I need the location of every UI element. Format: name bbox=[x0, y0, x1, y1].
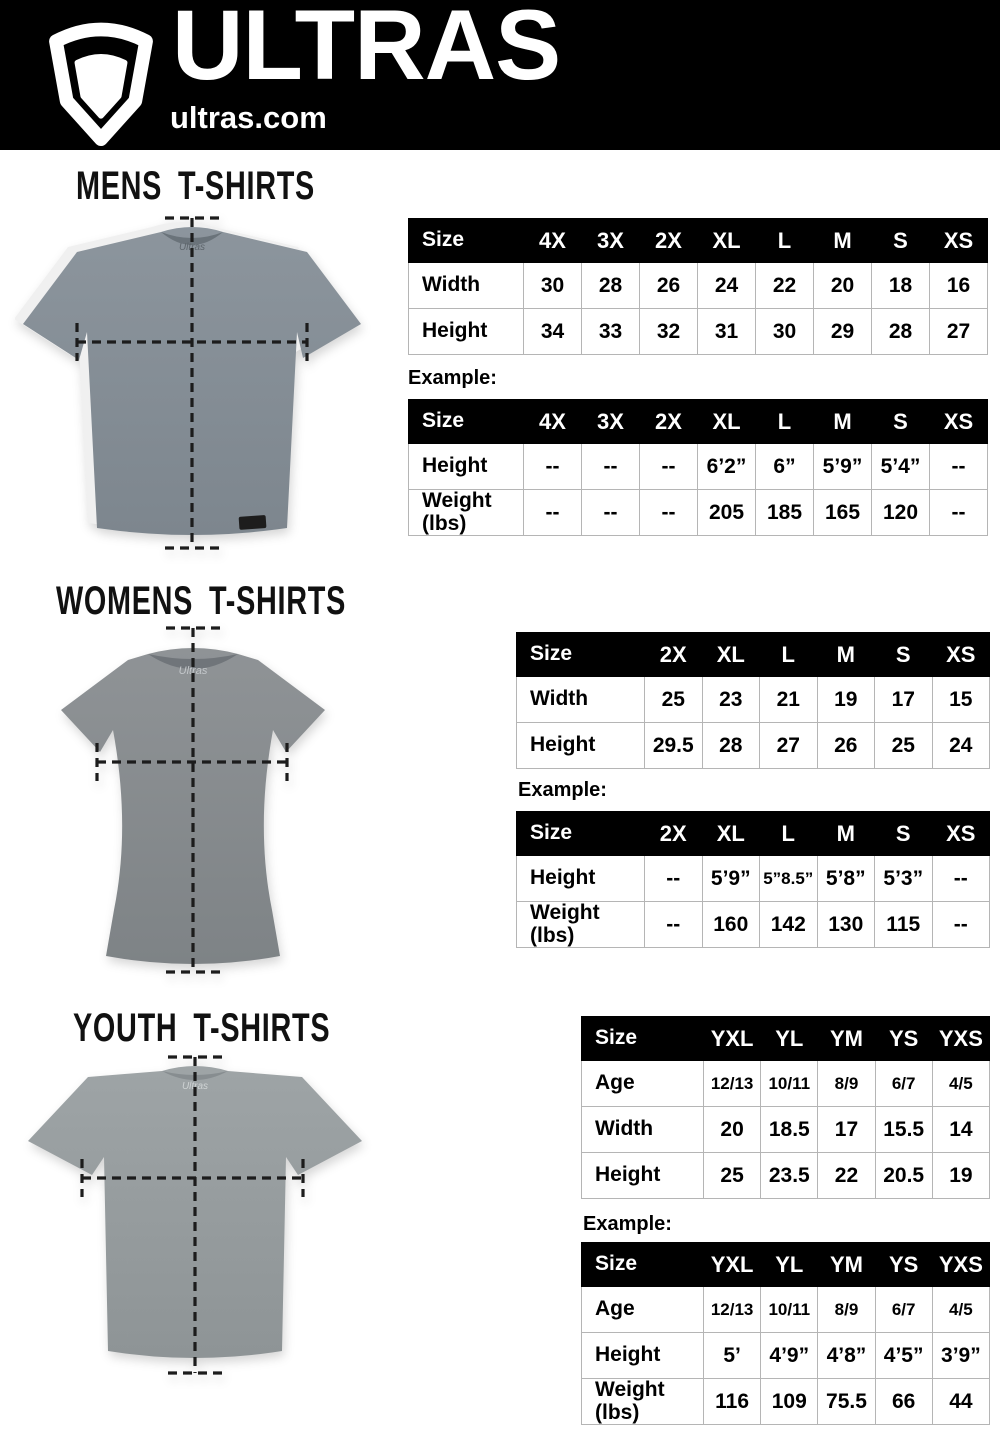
value-cell: 5”8.5” bbox=[760, 856, 818, 902]
value-cell: 205 bbox=[698, 490, 756, 536]
value-cell: 109 bbox=[761, 1379, 818, 1425]
value-cell: 4/5 bbox=[932, 1061, 989, 1107]
value-cell: 23 bbox=[702, 677, 760, 723]
value-cell: -- bbox=[645, 902, 703, 948]
row-label-cell: Height bbox=[517, 856, 645, 902]
value-cell: 4’8” bbox=[818, 1333, 875, 1379]
value-cell: 4’9” bbox=[761, 1333, 818, 1379]
table-row bbox=[582, 1379, 990, 1425]
table-header-row bbox=[517, 633, 990, 677]
value-cell: 30 bbox=[756, 309, 814, 355]
table-row bbox=[582, 1107, 990, 1153]
table-row bbox=[582, 1153, 990, 1199]
table-row bbox=[409, 309, 988, 355]
header-size-cell: M bbox=[814, 219, 872, 263]
header-label-cell: Size bbox=[582, 1017, 704, 1061]
row-label-cell: Weight (lbs) bbox=[582, 1379, 704, 1425]
brand-site-url: ultras.com bbox=[170, 100, 327, 135]
header-label-cell: Size bbox=[409, 400, 524, 444]
table-row bbox=[409, 263, 988, 309]
header-size-cell: 2X bbox=[645, 633, 703, 677]
value-cell: 4/5 bbox=[932, 1287, 989, 1333]
row-label-cell: Age bbox=[582, 1061, 704, 1107]
value-cell: -- bbox=[524, 490, 582, 536]
header-size-cell: M bbox=[817, 633, 875, 677]
value-cell: 34 bbox=[524, 309, 582, 355]
womens-example-chart-table bbox=[516, 811, 990, 948]
row-label-cell: Width bbox=[409, 263, 524, 309]
header-size-cell: YM bbox=[818, 1017, 875, 1061]
value-cell: 20 bbox=[814, 263, 872, 309]
header-size-cell: L bbox=[760, 812, 818, 856]
header-size-cell: YL bbox=[761, 1017, 818, 1061]
mens-section-title: MENS T-SHIRTS bbox=[76, 164, 315, 208]
value-cell: 6’2” bbox=[698, 444, 756, 490]
value-cell: 22 bbox=[756, 263, 814, 309]
header-size-cell: XS bbox=[930, 400, 988, 444]
header-size-cell: 3X bbox=[582, 400, 640, 444]
svg-text:Ultras: Ultras bbox=[178, 242, 206, 253]
header-size-cell: XS bbox=[932, 633, 990, 677]
header-size-cell: YS bbox=[875, 1243, 932, 1287]
value-cell: 25 bbox=[645, 677, 703, 723]
header-size-cell: XL bbox=[698, 219, 756, 263]
row-label-cell: Height bbox=[582, 1333, 704, 1379]
mens-example-chart-table bbox=[408, 399, 988, 536]
header-size-cell: YXL bbox=[704, 1243, 761, 1287]
brand-title: ULTRAS bbox=[172, 0, 561, 100]
header-size-cell: XS bbox=[932, 812, 990, 856]
youth-tshirt-illustration bbox=[10, 1053, 405, 1388]
value-cell: 4’5” bbox=[875, 1333, 932, 1379]
row-label-cell: Height bbox=[409, 309, 524, 355]
youth-example-label: Example: bbox=[583, 1213, 672, 1235]
value-cell: -- bbox=[932, 902, 990, 948]
value-cell: 28 bbox=[872, 309, 930, 355]
table-row bbox=[409, 444, 988, 490]
value-cell: 24 bbox=[932, 723, 990, 769]
row-label-cell: Height bbox=[409, 444, 524, 490]
youth-section-title: YOUTH T-SHIRTS bbox=[73, 1006, 331, 1050]
row-label-cell: Age bbox=[582, 1287, 704, 1333]
womens-section-title: WOMENS T-SHIRTS bbox=[56, 579, 347, 623]
value-cell: 33 bbox=[582, 309, 640, 355]
value-cell: 5’8” bbox=[817, 856, 875, 902]
table-header-row bbox=[409, 219, 988, 263]
header-size-cell: XL bbox=[702, 812, 760, 856]
header-label-cell: Size bbox=[517, 633, 645, 677]
header-label-cell: Size bbox=[517, 812, 645, 856]
header-label-cell: Size bbox=[409, 219, 524, 263]
table-row bbox=[582, 1061, 990, 1107]
header-size-cell: L bbox=[756, 400, 814, 444]
table-row bbox=[582, 1333, 990, 1379]
value-cell: 31 bbox=[698, 309, 756, 355]
youth-size-chart-table bbox=[581, 1016, 990, 1199]
table-row bbox=[517, 723, 990, 769]
value-cell: 18 bbox=[872, 263, 930, 309]
header-size-cell: S bbox=[872, 219, 930, 263]
value-cell: -- bbox=[930, 490, 988, 536]
value-cell: 18.5 bbox=[761, 1107, 818, 1153]
value-cell: 21 bbox=[760, 677, 818, 723]
table-header-row bbox=[409, 400, 988, 444]
header-size-cell: L bbox=[760, 633, 818, 677]
row-label-cell: Height bbox=[582, 1153, 704, 1199]
value-cell: 44 bbox=[932, 1379, 989, 1425]
value-cell: 15 bbox=[932, 677, 990, 723]
table-header-row bbox=[517, 812, 990, 856]
value-cell: 160 bbox=[702, 902, 760, 948]
value-cell: 25 bbox=[875, 723, 933, 769]
header-size-cell: L bbox=[756, 219, 814, 263]
row-label-cell: Width bbox=[517, 677, 645, 723]
value-cell: 185 bbox=[756, 490, 814, 536]
womens-example-label: Example: bbox=[518, 779, 607, 801]
row-label-cell: Width bbox=[582, 1107, 704, 1153]
header-size-cell: YL bbox=[761, 1243, 818, 1287]
header-size-cell: M bbox=[814, 400, 872, 444]
value-cell: 32 bbox=[640, 309, 698, 355]
row-label-cell: Weight (lbs) bbox=[517, 902, 645, 948]
header-bar bbox=[0, 0, 1000, 150]
value-cell: 28 bbox=[582, 263, 640, 309]
value-cell: 16 bbox=[930, 263, 988, 309]
svg-text:Ultras: Ultras bbox=[181, 1081, 209, 1092]
table-header-row bbox=[582, 1243, 990, 1287]
mens-tshirt-illustration bbox=[15, 210, 395, 568]
header-size-cell: S bbox=[875, 812, 933, 856]
value-cell: 5’ bbox=[704, 1333, 761, 1379]
header-size-cell: YS bbox=[875, 1017, 932, 1061]
value-cell: 66 bbox=[875, 1379, 932, 1425]
header-size-cell: 2X bbox=[640, 400, 698, 444]
header-size-cell: S bbox=[872, 400, 930, 444]
value-cell: 5’4” bbox=[872, 444, 930, 490]
value-cell: 10/11 bbox=[761, 1061, 818, 1107]
mens-example-label: Example: bbox=[408, 367, 497, 389]
value-cell: -- bbox=[582, 444, 640, 490]
header-size-cell: YXS bbox=[932, 1017, 989, 1061]
value-cell: -- bbox=[524, 444, 582, 490]
value-cell: 20 bbox=[704, 1107, 761, 1153]
table-header-row bbox=[582, 1017, 990, 1061]
value-cell: 22 bbox=[818, 1153, 875, 1199]
value-cell: 120 bbox=[872, 490, 930, 536]
value-cell: 17 bbox=[875, 677, 933, 723]
value-cell: 6/7 bbox=[875, 1287, 932, 1333]
table-row bbox=[409, 490, 988, 536]
value-cell: -- bbox=[932, 856, 990, 902]
value-cell: 19 bbox=[932, 1153, 989, 1199]
table-row bbox=[517, 856, 990, 902]
svg-text:Ultras: Ultras bbox=[178, 665, 208, 677]
value-cell: -- bbox=[582, 490, 640, 536]
header-size-cell: 3X bbox=[582, 219, 640, 263]
header-size-cell: 2X bbox=[645, 812, 703, 856]
value-cell: 75.5 bbox=[818, 1379, 875, 1425]
mens-size-chart-table bbox=[408, 218, 988, 355]
header-size-cell: S bbox=[875, 633, 933, 677]
value-cell: 116 bbox=[704, 1379, 761, 1425]
ultras-pentagon-logo-icon bbox=[30, 6, 172, 148]
value-cell: 5’9” bbox=[702, 856, 760, 902]
value-cell: 29.5 bbox=[645, 723, 703, 769]
table-row bbox=[517, 902, 990, 948]
table-row bbox=[582, 1287, 990, 1333]
value-cell: 8/9 bbox=[818, 1061, 875, 1107]
value-cell: 26 bbox=[817, 723, 875, 769]
header-size-cell: YXS bbox=[932, 1243, 989, 1287]
table-row bbox=[517, 677, 990, 723]
value-cell: 3’9” bbox=[932, 1333, 989, 1379]
value-cell: 25 bbox=[704, 1153, 761, 1199]
value-cell: 30 bbox=[524, 263, 582, 309]
value-cell: 23.5 bbox=[761, 1153, 818, 1199]
womens-size-chart-table bbox=[516, 632, 990, 769]
value-cell: 27 bbox=[930, 309, 988, 355]
header-size-cell: 2X bbox=[640, 219, 698, 263]
row-label-cell: Height bbox=[517, 723, 645, 769]
value-cell: 142 bbox=[760, 902, 818, 948]
value-cell: 14 bbox=[932, 1107, 989, 1153]
value-cell: -- bbox=[640, 444, 698, 490]
header-size-cell: 4X bbox=[524, 219, 582, 263]
value-cell: 20.5 bbox=[875, 1153, 932, 1199]
value-cell: 6” bbox=[756, 444, 814, 490]
value-cell: 6/7 bbox=[875, 1061, 932, 1107]
header-size-cell: XL bbox=[702, 633, 760, 677]
header-size-cell: XL bbox=[698, 400, 756, 444]
header-size-cell: 4X bbox=[524, 400, 582, 444]
youth-example-chart-table bbox=[581, 1242, 990, 1425]
value-cell: 27 bbox=[760, 723, 818, 769]
value-cell: 115 bbox=[875, 902, 933, 948]
value-cell: 19 bbox=[817, 677, 875, 723]
header-label-cell: Size bbox=[582, 1243, 704, 1287]
value-cell: 8/9 bbox=[818, 1287, 875, 1333]
value-cell: 5’9” bbox=[814, 444, 872, 490]
womens-tshirt-illustration bbox=[20, 620, 420, 990]
header-size-cell: M bbox=[817, 812, 875, 856]
value-cell: -- bbox=[640, 490, 698, 536]
row-label-cell: Weight (lbs) bbox=[409, 490, 524, 536]
header-size-cell: YM bbox=[818, 1243, 875, 1287]
value-cell: -- bbox=[645, 856, 703, 902]
value-cell: 165 bbox=[814, 490, 872, 536]
value-cell: 12/13 bbox=[704, 1287, 761, 1333]
value-cell: 130 bbox=[817, 902, 875, 948]
value-cell: 29 bbox=[814, 309, 872, 355]
header-size-cell: XS bbox=[930, 219, 988, 263]
header-size-cell: YXL bbox=[704, 1017, 761, 1061]
value-cell: 12/13 bbox=[704, 1061, 761, 1107]
value-cell: 15.5 bbox=[875, 1107, 932, 1153]
value-cell: 26 bbox=[640, 263, 698, 309]
value-cell: 24 bbox=[698, 263, 756, 309]
value-cell: 28 bbox=[702, 723, 760, 769]
value-cell: 10/11 bbox=[761, 1287, 818, 1333]
value-cell: -- bbox=[930, 444, 988, 490]
value-cell: 5’3” bbox=[875, 856, 933, 902]
value-cell: 17 bbox=[818, 1107, 875, 1153]
